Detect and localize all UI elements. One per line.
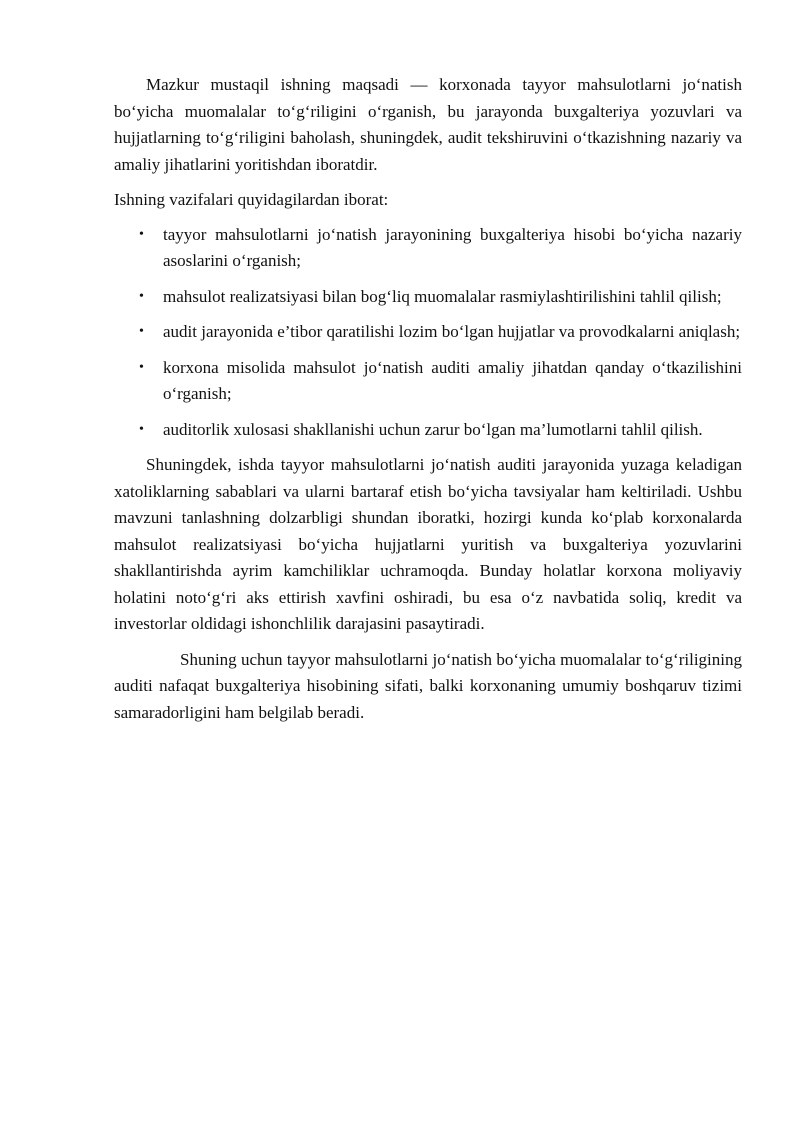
list-item-text: auditorlik xulosasi shakllanishi uchun zarur bo‘lgan ma’lumotlarni tahlil qilish. [163,419,703,439]
list-item [114,355,742,408]
list-item-text: audit jarayonida e’tibor qaratilishi lozim bo‘lgan hujjatlar va provodkalarni aniqlash; [163,322,741,341]
bullet-icon: • [139,226,144,242]
document-page [114,72,742,726]
list-item-text: korxona misolida mahsulot jo‘natish auditi amaliy jihatdan qanday o‘tkazilishini o‘rganish; [163,357,742,403]
bullet-icon: • [139,359,144,375]
bullet-icon: • [139,421,144,437]
list-item [114,222,742,275]
list-item-text: tayyor mahsulotlarni jo‘natish jarayonining buxgalteriya hisobi bo‘yicha nazariy asoslarini o‘rganish; [163,224,742,270]
list-item [114,284,742,311]
conclusion-paragraph: Shuning uchun tayyor mahsulotlarni jo‘natish bo‘yicha muomalalar to‘g‘riligining auditi nafaqat buxgalteriya hisobining sifati, balki korxonaning umumiy boshqaruv tizimi samaradorligini ham belgilab beradi. [114,649,742,722]
bullet-icon: • [139,288,144,304]
list-item [114,417,742,444]
list-item [114,319,742,346]
intro-paragraph: Mazkur mustaqil ishning maqsadi — korxonada tayyor mahsulotlarni jo‘natish bo‘yicha muomalalar to‘g‘riligini o‘rganish, bu jarayonda buxgalteriya yozuvlari va hujjatlarning to‘g‘riligini baholash, shuningdek, audit tekshiruvini o‘tkazishning nazariy va amaliy jihatlarini yoritishdan iboratdir. [114,75,742,174]
list-item-text: mahsulot realizatsiyasi bilan bog‘liq muomalalar rasmiylashtirilishini tahlil qilish; [163,286,722,306]
tasks-list [114,222,742,444]
tasks-intro: Ishning vazifalari quyidagilardan iborat: [114,190,389,209]
bullet-icon: • [139,324,144,339]
relevance-paragraph: Shuningdek, ishda tayyor mahsulotlarni jo‘natish auditi jarayonida yuzaga keladigan xatoliklarning sabablari va ularni bartaraf etish bo‘yicha tavsiyalar ham keltiriladi. Ushbu mavzuni tanlashning dolzarbligi shundan iboratki, hozirgi kunda ko‘plab korxonalarda mahsulot realizatsiyasi bo‘yicha hujjatlarni yuritish va buxgalteriya yozuvlarini shakllantirishda ayrim kamchiliklar uchramoqda. Bunday holatlar korxona moliyaviy holatini noto‘g‘ri aks ettirish xavfini oshiradi, bu esa o‘z navbatida soliq, kredit va investorlar oldidagi ishonchlilik darajasini pasaytiradi. [114,455,742,633]
